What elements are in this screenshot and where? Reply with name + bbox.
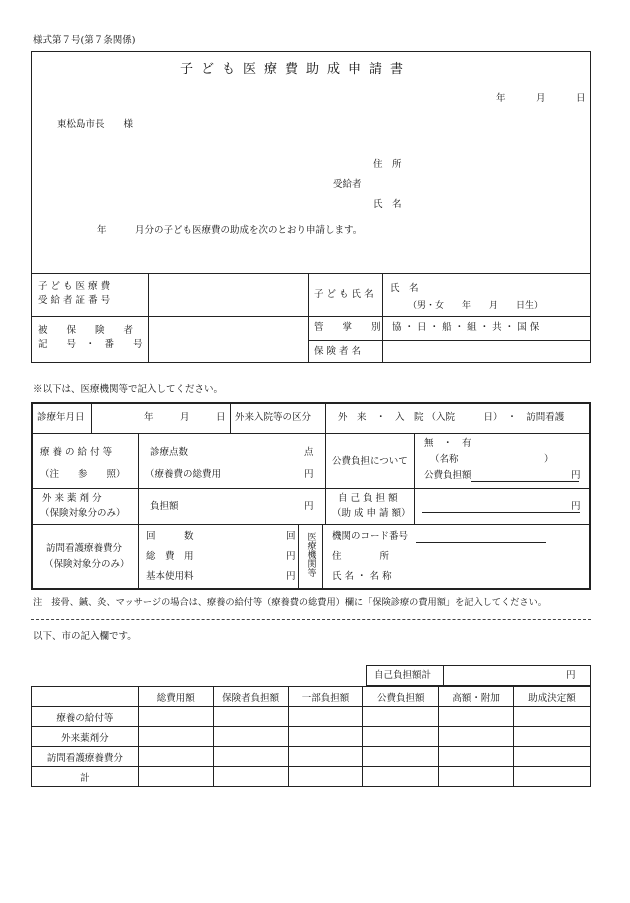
self-label-1: 自 己 負 担 額: [338, 493, 398, 504]
statement: 年 月分の子ども医療費の助成を次のとおり申請します。: [97, 225, 363, 236]
table-row: [32, 747, 591, 767]
city-cell[interactable]: [288, 707, 363, 727]
city-cell[interactable]: [288, 747, 363, 767]
pharmacy-label-1: 外 来 薬 剤 分: [42, 493, 102, 504]
medical-note: ※以下は、医療機関等で記入してください。: [33, 384, 224, 395]
insured-label-1: 被 保 険 者: [38, 325, 134, 336]
nursing-label-2: （保険対象分のみ）: [44, 559, 130, 570]
city-cell[interactable]: [439, 707, 514, 727]
self-amount-line: [422, 512, 580, 513]
cut-line: [31, 619, 591, 620]
city-row-label: 訪問看護療養費分: [32, 747, 139, 767]
count-label: 回 数: [146, 531, 194, 542]
self-total-divider: [443, 665, 444, 686]
med-v-row1a: [91, 402, 92, 433]
total-cost-yen: 円: [286, 551, 296, 562]
public-amount-line: [471, 481, 579, 482]
total-label: （療養費の総費用: [145, 469, 222, 480]
insurer-name-label: 保 険 者 名: [314, 346, 362, 357]
city-cell[interactable]: [213, 707, 288, 727]
info-right-line: [308, 340, 591, 341]
city-cell[interactable]: [363, 727, 439, 747]
footnote: 注 接骨、鍼、灸、マッサージの場合は、療養の給付等（療養費の総費用）欄に「保険診療の費用額」を記入してください。: [33, 597, 547, 608]
self-total-label: 自己負担額計: [374, 670, 432, 681]
institution-code-line: [416, 542, 546, 543]
public-name: （名称 ）: [430, 454, 554, 465]
med-v-nurse2: [322, 524, 323, 590]
table-row: [32, 727, 591, 747]
info-v3: [382, 273, 383, 363]
basic-fee-label: 基本使用料: [146, 571, 194, 582]
pharmacy-label-2: （保険対象分のみ）: [40, 508, 126, 519]
form-number: 様式第７号(第７条関係): [33, 35, 136, 46]
city-table: [31, 686, 591, 787]
city-cell[interactable]: [514, 747, 591, 767]
visit-day: 日: [216, 412, 226, 423]
cert-label-2: 受 給 者 証 番 号: [38, 295, 111, 306]
points-unit: 点: [304, 447, 314, 458]
total-yen: 円: [304, 469, 314, 480]
city-cell[interactable]: [363, 707, 439, 727]
info-top-line: [31, 273, 591, 274]
public-amount-label: 公費負担額: [424, 470, 472, 481]
city-col-header: 保険者負担額: [213, 687, 288, 707]
self-label-2: （助 成 申 請 額）: [332, 508, 411, 519]
city-col-header: 一部負担額: [288, 687, 363, 707]
city-cell[interactable]: [138, 707, 213, 727]
city-cell[interactable]: [439, 767, 514, 787]
info-mid-line: [31, 316, 591, 317]
med-v-row1b: [230, 402, 231, 433]
cert-label-1: 子 ど も 医 療 費: [38, 281, 111, 292]
burden-yen: 円: [304, 501, 314, 512]
applicant-address-label: 住 所: [373, 159, 402, 170]
city-note: 以下、市の記入欄です。: [33, 631, 137, 642]
date-day: 日: [576, 93, 586, 104]
total-cost-label: 総 費 用: [146, 551, 194, 562]
city-cell[interactable]: [288, 727, 363, 747]
city-row-label: 外来薬剤分: [32, 727, 139, 747]
city-cell[interactable]: [213, 727, 288, 747]
public-none-has: 無 ・ 有: [424, 438, 472, 449]
self-amount-yen: 円: [571, 501, 581, 512]
self-total-yen: 円: [566, 670, 576, 681]
burden-label: 負担額: [150, 501, 179, 512]
applicant-name-label: 氏 名: [373, 199, 402, 210]
institution-code-label: 機関のコード番号: [332, 531, 409, 542]
form-title: 子ども医療費助成申請書: [180, 62, 412, 77]
jurisdiction-label: 管 掌 別: [314, 322, 381, 333]
insured-label-2: 記 号 ・ 番 号: [38, 339, 143, 350]
applicant-recipient-label: 受給者: [333, 179, 362, 190]
jurisdiction-options: 協 ・ 日 ・ 船 ・ 組 ・ 共 ・ 国 保: [392, 322, 540, 333]
benefit-label-1: 療 養 の 給 付 等: [40, 447, 113, 458]
city-col-header: 総費用額: [138, 687, 213, 707]
public-label: 公費負担について: [332, 456, 408, 467]
basic-fee-yen: 円: [286, 571, 296, 582]
date-month: 月: [536, 93, 546, 104]
points-label: 診療点数: [150, 447, 189, 458]
city-row-label: 計: [32, 767, 139, 787]
city-row-label: 療養の給付等: [32, 707, 139, 727]
city-cell[interactable]: [363, 767, 439, 787]
city-header-row: [32, 687, 591, 707]
med-h3: [31, 524, 591, 525]
addressee: 東松島市長 様: [57, 119, 134, 130]
benefit-label-2: （注 参 照）: [40, 469, 126, 480]
city-cell[interactable]: [138, 767, 213, 787]
city-corner-cell: [32, 687, 139, 707]
med-h1: [31, 433, 591, 434]
med-h2: [31, 488, 591, 489]
count-unit: 回: [286, 531, 296, 542]
city-col-header: 助成決定額: [514, 687, 591, 707]
city-col-header: 公費負担額: [363, 687, 439, 707]
med-v-public: [414, 433, 415, 524]
city-cell[interactable]: [439, 747, 514, 767]
info-v1: [148, 273, 149, 363]
med-v-mid: [325, 433, 326, 524]
type-options: 外 来 ・ 入 院 （入院 日） ・ 訪問看護: [338, 412, 565, 423]
public-amount-yen: 円: [571, 470, 581, 481]
city-col-header: 高額・附加: [439, 687, 514, 707]
nursing-label-1: 訪問看護療養費分: [46, 543, 123, 554]
visit-year: 年: [144, 412, 154, 423]
info-v2: [308, 273, 309, 363]
city-cell[interactable]: [213, 767, 288, 787]
city-cell[interactable]: [138, 727, 213, 747]
institution-label: 医療機関等: [305, 532, 316, 577]
city-cell[interactable]: [514, 707, 591, 727]
city-cell[interactable]: [514, 727, 591, 747]
gender-dob: （男・女 年 月 日生）: [408, 301, 544, 311]
city-cell[interactable]: [138, 747, 213, 767]
institution-addr-label: 住 所: [332, 551, 390, 562]
city-cell[interactable]: [288, 767, 363, 787]
type-label: 外来入院等の区分: [235, 412, 312, 423]
date-year: 年: [496, 93, 506, 104]
name-label: 氏 名: [390, 283, 419, 294]
med-v-row1c: [325, 402, 326, 433]
child-name-label: 子 ど も 氏 名: [314, 289, 374, 300]
visit-month: 月: [180, 412, 190, 423]
city-cell[interactable]: [363, 747, 439, 767]
table-row: [32, 707, 591, 727]
city-cell[interactable]: [213, 747, 288, 767]
institution-name-label: 氏 名 ・ 名 称: [332, 571, 392, 582]
table-row: [32, 767, 591, 787]
city-cell[interactable]: [514, 767, 591, 787]
visit-month-label: 診療年月日: [37, 412, 85, 423]
med-v-nurse1: [298, 524, 299, 590]
med-v-label: [138, 433, 139, 590]
city-cell[interactable]: [439, 727, 514, 747]
